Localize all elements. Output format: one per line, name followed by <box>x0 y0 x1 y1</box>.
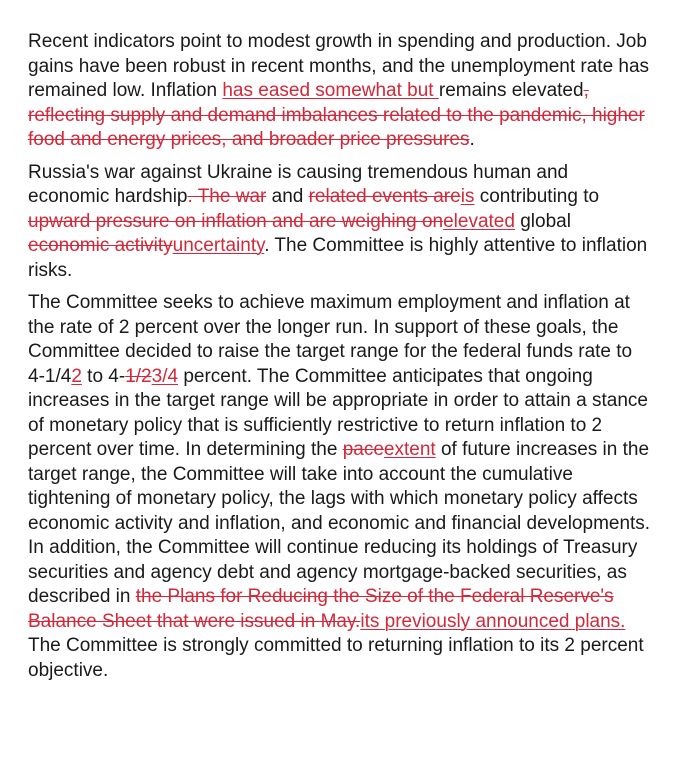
body-text: . The Committee is highly attentive to inflation risks. <box>28 235 648 281</box>
paragraph <box>28 30 654 153</box>
inserted-text: elevated <box>443 210 515 232</box>
deleted-text: upward pressure on inflation and are weighing on <box>28 210 444 232</box>
body-text: The Committee seeks to achieve maximum employment and inflation at the rate of 2 percent over the longer run. In support of these goals, the Committee decided to raise the target range for the federal funds rate to 4-1/4 <box>28 292 633 387</box>
body-text: The Committee is strongly committed to returning inflation to its 2 percent objective. <box>28 635 644 681</box>
body-text: of future increases in the target range, the Committee will take into account the cumulative tightening of monetary policy, the lags with which monetary policy affects economic activity and inflation, and economic and financial developments. In addition, the Committee will continue reducing its holdings of Treasury securities and agency debt and agency mortgage-backed securities, as described in <box>28 439 651 607</box>
inserted-text: its previously announced plans. <box>360 610 626 632</box>
body-text: . <box>469 129 475 150</box>
deleted-text: economic activity <box>28 235 173 256</box>
inserted-text: 3/4 <box>151 365 179 387</box>
deleted-text: related events are <box>308 186 461 207</box>
inserted-text: uncertainty <box>172 235 265 256</box>
inserted-text: extent <box>383 439 436 460</box>
paragraph <box>28 291 654 683</box>
deleted-text: . The war <box>187 186 267 207</box>
paragraph <box>28 161 654 284</box>
body-text: global <box>514 210 571 232</box>
body-text: Recent indicators point to modest growth in spending and production. Job gains have been robust in recent months, and the unemployment rate has remained low. Inflation <box>28 31 650 101</box>
deleted-text: pace <box>342 439 384 460</box>
document-body <box>28 30 654 691</box>
body-text: Russia's war against Ukraine is causing tremendous human and economic hardship <box>28 161 569 207</box>
body-text: and <box>266 186 309 207</box>
body-text: to 4- <box>81 365 126 387</box>
inserted-text: 2 <box>71 365 82 387</box>
deleted-text: the Plans for Reducing the Size of the Federal Reserve's Balance Sheet that were issued in May. <box>28 586 614 632</box>
inserted-text: has eased somewhat but <box>222 80 439 101</box>
deleted-text: , reflecting supply and demand imbalances related to the pandemic, higher food and energy prices, and broader price pressures <box>28 80 645 150</box>
body-text: contributing to <box>474 186 600 207</box>
body-text: remains elevated <box>438 80 584 101</box>
inserted-text: is <box>460 186 475 207</box>
deleted-text: 1/2 <box>125 365 152 387</box>
body-text: percent. The Committee anticipates that ongoing increases in the target range will be appropriate in order to attain a stance of monetary policy that is sufficiently restrictive to return inflation to 2 percent over time. In determining the <box>28 365 648 460</box>
